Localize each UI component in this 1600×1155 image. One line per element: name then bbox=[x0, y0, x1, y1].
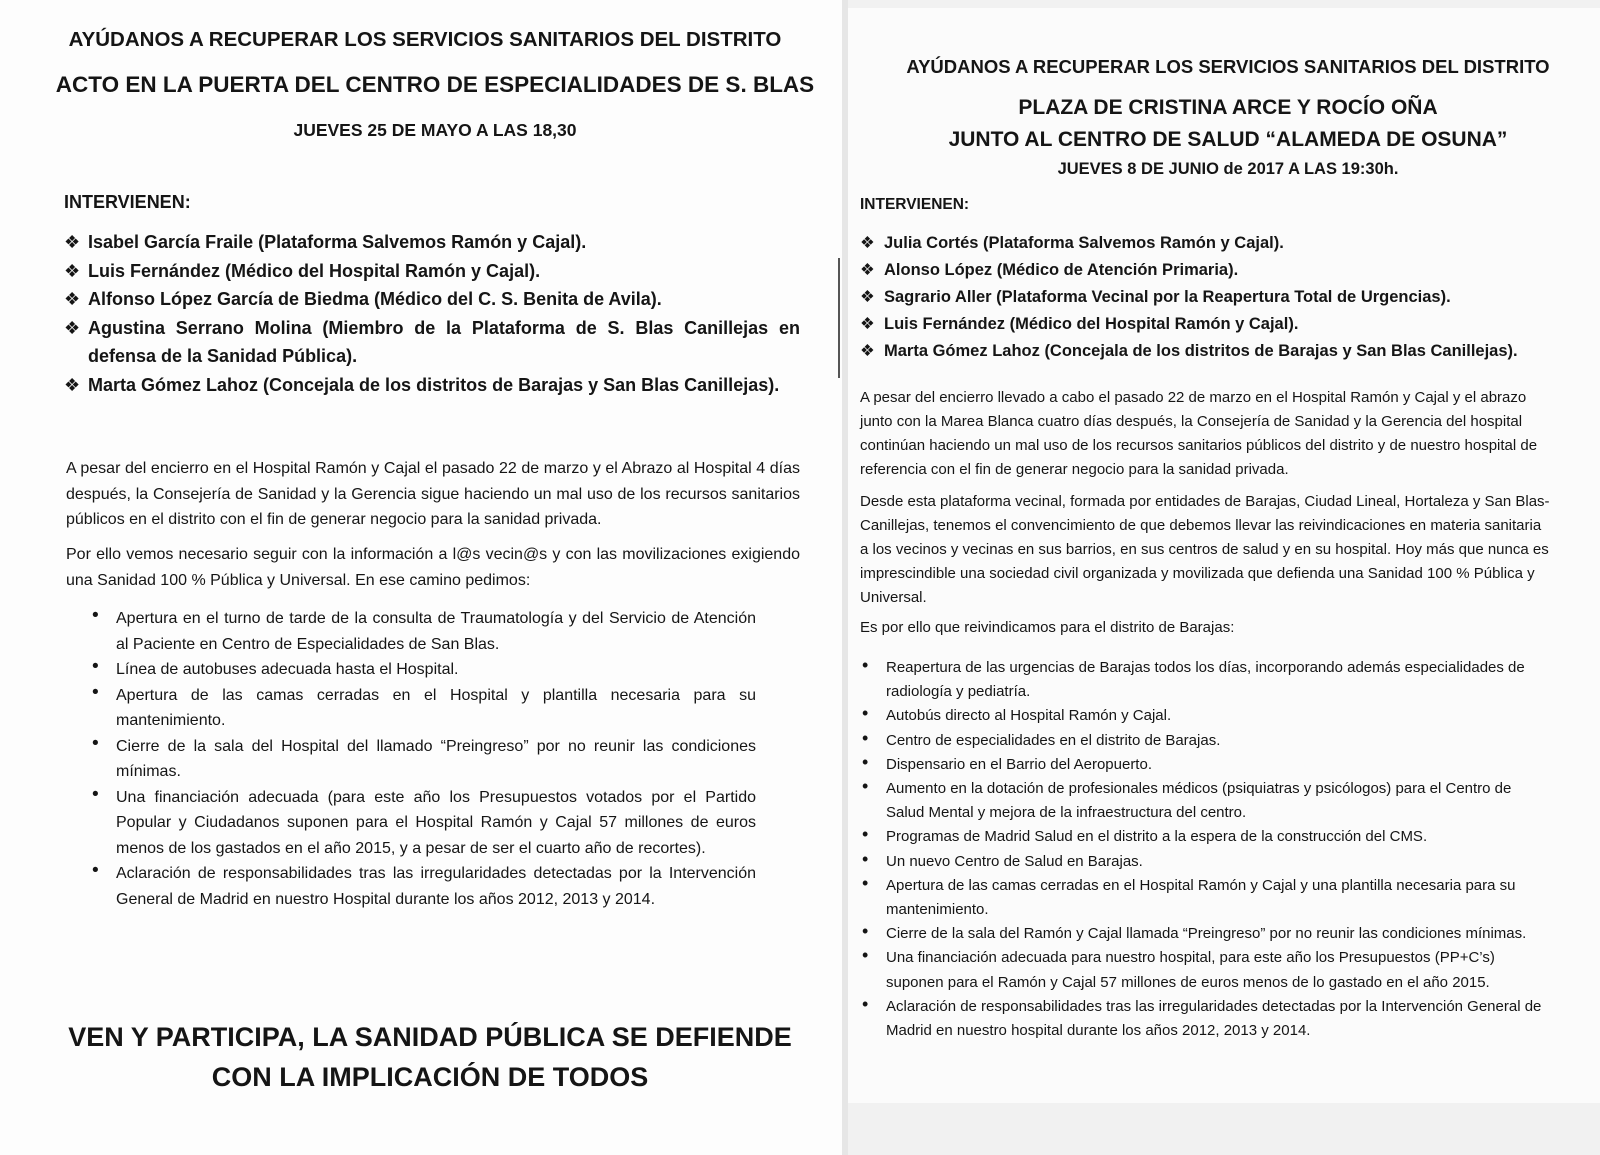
demand-item: • Aclaración de responsabilidades tras las irregularidades detectadas por la Intervención General de Madrid en nuestro Hospital durante los años 2012, 2013 y 2014. bbox=[90, 861, 756, 912]
speaker-item: ❖ Luis Fernández (Médico del Hospital Ramón y Cajal). bbox=[64, 257, 800, 286]
intro-paragraph: A pesar del encierro llevado a cabo el pasado 22 de marzo en el Hospital Ramón y Cajal y el abrazo junto con la Marea Blanca cuatro días después, la Consejería de Sanidad y la Gerencia del hospital continúan haciendo un mal uso de los recursos sanitarios públicos del distrito y de nuestro hospital de referencia con el fin de generar negocio para la sanidad privada. bbox=[860, 389, 1538, 478]
event-location: PLAZA DE CRISTINA ARCE Y ROCÍO OÑA bbox=[1018, 96, 1438, 119]
speakers-list bbox=[860, 230, 1580, 365]
demand-item: • Programas de Madrid Salud en el distrito a la espera de la construcción del CMS. bbox=[860, 825, 1552, 849]
speakers-list bbox=[64, 228, 800, 399]
demands-list bbox=[90, 606, 756, 912]
footer-slogan-2: CON LA IMPLICACIÓN DE TODOS bbox=[211, 1062, 649, 1092]
speaker-item: ❖ Marta Gómez Lahoz (Concejala de los distritos de Barajas y San Blas Canillejas). bbox=[860, 338, 1580, 365]
speaker-item: ❖ Agustina Serrano Molina (Miembro de la Plataforma de S. Blas Canillejas en defensa de la Sanidad Pública). bbox=[64, 314, 800, 371]
speakers-title: INTERVIENEN: bbox=[860, 196, 970, 213]
demand-item: • Apertura de las camas cerradas en el Hospital Ramón y Cajal y una plantilla necesaria para su mantenimiento. bbox=[860, 874, 1552, 922]
demand-item: • Autobús directo al Hospital Ramón y Cajal. bbox=[860, 704, 1552, 728]
demand-item: • Aumento en la dotación de profesionales médicos (psiquiatras y psicólogos) para el Centro de Salud Mental y mejora de la infraestructura del centro. bbox=[860, 777, 1552, 825]
platform-paragraph: Desde esta plataforma vecinal, formada por entidades de Barajas, Ciudad Lineal, Hortaleza y San Blas-Canillejas, tenemos el convencimiento de que debemos llevar las reivindicaciones en materia sanitaria a los vecinos y vecinas en sus barrios, en sus centros de salud y en su hospital. Hoy más que nunca es imprescindible una sociedad civil organizada y movilizada que defienda una Sanidad 100 % Pública y Universal. bbox=[860, 493, 1550, 606]
demand-item: • Línea de autobuses adecuada hasta el Hospital. bbox=[90, 657, 756, 683]
demands-intro: Es por ello que reivindicamos para el distrito de Barajas: bbox=[860, 619, 1235, 636]
demand-item: • Una financiación adecuada para nuestro hospital, para este año los Presupuestos (PP+C’s) suponen para el Ramón y Cajal 57 millones de euros menos de lo gastado en el año 2015. bbox=[860, 946, 1552, 994]
header-title: AYÚDANOS A RECUPERAR LOS SERVICIOS SANITARIOS DEL DISTRITO bbox=[906, 56, 1550, 77]
demand-item: • Aclaración de responsabilidades tras las irregularidades detectadas por la Intervención General de Madrid en nuestro hospital durante los años 2012, 2013 y 2014. bbox=[860, 995, 1552, 1043]
demand-item: • Reapertura de las urgencias de Barajas todos los días, incorporando además especialidades de radiología y pediatría. bbox=[860, 656, 1552, 704]
header-title: AYÚDANOS A RECUPERAR LOS SERVICIOS SANITARIOS DEL DISTRITO bbox=[68, 28, 782, 51]
demand-item: • Cierre de la sala del Ramón y Cajal llamada “Preingreso” por no reunir las condiciones mínimas. bbox=[860, 922, 1552, 946]
demands-list bbox=[860, 656, 1552, 1043]
speakers-title: INTERVIENEN: bbox=[64, 192, 191, 212]
speaker-item: ❖ Alfonso López García de Biedma (Médico del C. S. Benita de Avila). bbox=[64, 285, 800, 314]
demand-item: • Dispensario en el Barrio del Aeropuerto. bbox=[860, 753, 1552, 777]
event-location: ACTO EN LA PUERTA DEL CENTRO DE ESPECIALIDADES DE S. BLAS bbox=[55, 72, 815, 97]
speaker-item: ❖ Luis Fernández (Médico del Hospital Ramón y Cajal). bbox=[860, 311, 1580, 338]
demand-item: • Apertura en el turno de tarde de la consulta de Traumatología y del Servicio de Atención al Paciente en Centro de Especialidades de San Blas. bbox=[90, 606, 756, 657]
event-location-2: JUNTO AL CENTRO DE SALUD “ALAMEDA DE OSUNA” bbox=[948, 128, 1508, 151]
demand-item: • Un nuevo Centro de Salud en Barajas. bbox=[860, 850, 1552, 874]
speaker-item: ❖ Alonso López (Médico de Atención Primaria). bbox=[860, 257, 1580, 284]
margin-mark bbox=[838, 258, 840, 378]
intro-paragraph: A pesar del encierro en el Hospital Ramón y Cajal el pasado 22 de marzo y el Abrazo al Hospital 4 días después, la Consejería de Sanidad y la Gerencia sigue haciendo un mal uso de los recursos sanitarios públicos en el distrito con el fin de generar negocio para la sanidad privada. bbox=[66, 460, 800, 528]
demand-item: • Apertura de las camas cerradas en el Hospital y plantilla necesaria para su mantenimiento. bbox=[90, 683, 756, 734]
demand-item: • Centro de especialidades en el distrito de Barajas. bbox=[860, 729, 1552, 753]
footer-slogan: VEN Y PARTICIPA, LA SANIDAD PÚBLICA SE DEFIENDE bbox=[68, 1022, 792, 1052]
flyer-barajas bbox=[848, 8, 1600, 1103]
event-date: JUEVES 8 DE JUNIO de 2017 A LAS 19:30h. bbox=[1057, 160, 1399, 178]
demands-intro: Por ello vemos necesario seguir con la información a l@s vecin@s y con las movilizaciones exigiendo una Sanidad 100 % Pública y Universal. En ese camino pedimos: bbox=[66, 546, 800, 589]
demand-item: • Cierre de la sala del Hospital del llamado “Preingreso” por no reunir las condiciones mínimas. bbox=[90, 734, 756, 785]
speaker-item: ❖ Julia Cortés (Plataforma Salvemos Ramón y Cajal). bbox=[860, 230, 1580, 257]
demand-item: • Una financiación adecuada (para este año los Presupuestos votados por el Partido Popular y Ciudadanos suponen para el Hospital Ramón y Cajal 57 millones de euros menos de los gastados en el año 2015, y a pesar de ser el cuarto año de recortes). bbox=[90, 785, 756, 862]
speaker-item: ❖ Marta Gómez Lahoz (Concejala de los distritos de Barajas y San Blas Canillejas). bbox=[64, 371, 800, 400]
speaker-item: ❖ Sagrario Aller (Plataforma Vecinal por la Reapertura Total de Urgencias). bbox=[860, 284, 1580, 311]
speaker-item: ❖ Isabel García Fraile (Plataforma Salvemos Ramón y Cajal). bbox=[64, 228, 800, 257]
event-date: JUEVES 25 DE MAYO A LAS 18,30 bbox=[293, 120, 577, 140]
